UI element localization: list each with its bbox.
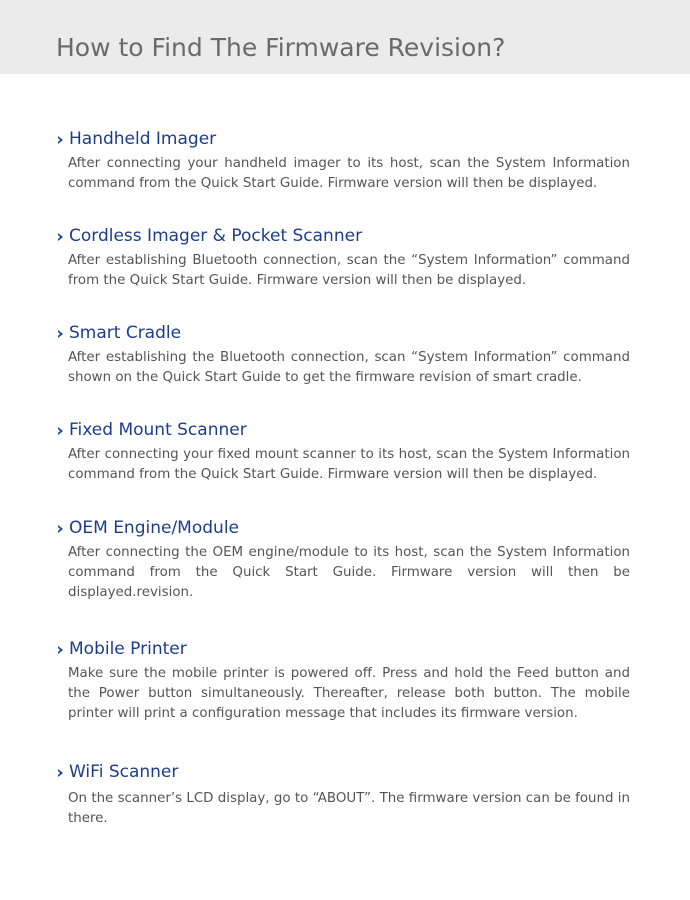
- section-body: Make sure the mobile printer is powered off. Press and hold the Feed button and the Power button simultaneously. Thereafter, release both button. The mobile printer will print a configuration message that includes its firmware version.: [68, 666, 630, 721]
- section-wifi-scanner: [56, 763, 630, 829]
- arrow-right-icon: [58, 427, 63, 435]
- section-heading: [56, 763, 630, 789]
- section-handheld-imager: [56, 130, 630, 194]
- section-smart-cradle: [56, 324, 630, 388]
- section-body: After connecting your handheld imager to its host, scan the System Information command from the Quick Start Guide. Firmware version will then be displayed.: [68, 156, 630, 191]
- arrow-right-icon: [58, 136, 63, 144]
- section-heading: [56, 130, 630, 154]
- section-body: On the scanner’s LCD display, go to “ABOUT”. The firmware version can be found in there.: [68, 791, 630, 826]
- arrow-right-icon: [58, 233, 63, 241]
- section-title: Smart Cradle: [69, 323, 182, 343]
- section-body: After establishing Bluetooth connection, scan the “System Information” command from the Quick Start Guide. Firmware version will then be displayed.: [68, 253, 630, 288]
- arrow-right-icon: [58, 525, 63, 533]
- section-body: After connecting your fixed mount scanner to its host, scan the System Information command from the Quick Start Guide. Firmware version will then be displayed.: [68, 447, 630, 482]
- section-title: Fixed Mount Scanner: [69, 420, 247, 440]
- page-title: How to Find The Firmware Revision?: [56, 33, 506, 62]
- section-oem-engine: [56, 519, 630, 603]
- header-bar: [0, 0, 690, 74]
- section-title: WiFi Scanner: [69, 762, 179, 782]
- section-heading: [56, 640, 630, 664]
- section-fixed-mount-scanner: [56, 421, 630, 485]
- section-body: After connecting the OEM engine/module to its host, scan the System Information command from the Quick Start Guide. Firmware version will then be displayed.revision.: [68, 545, 630, 600]
- section-body: After establishing the Bluetooth connection, scan “System Information” command shown on the Quick Start Guide to get the firmware revision of smart cradle.: [68, 350, 630, 385]
- section-title: OEM Engine/Module: [69, 518, 239, 538]
- section-title: Handheld Imager: [69, 129, 217, 149]
- arrow-right-icon: [58, 769, 63, 777]
- arrow-right-icon: [58, 646, 63, 654]
- section-mobile-printer: [56, 640, 630, 724]
- section-heading: [56, 324, 630, 348]
- section-heading: [56, 519, 630, 543]
- section-heading: [56, 421, 630, 445]
- section-cordless-imager: [56, 227, 630, 291]
- section-title: Cordless Imager & Pocket Scanner: [69, 226, 363, 246]
- arrow-right-icon: [58, 330, 63, 338]
- section-title: Mobile Printer: [69, 639, 187, 659]
- section-heading: [56, 227, 630, 251]
